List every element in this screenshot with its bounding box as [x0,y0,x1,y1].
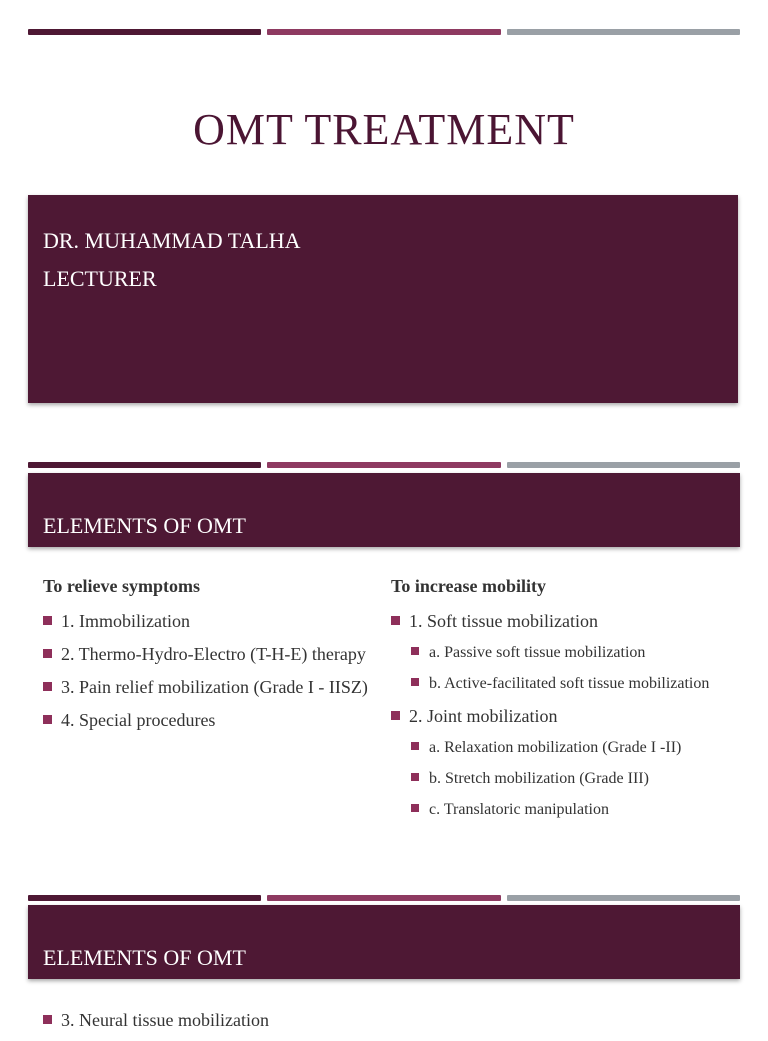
accent-bar-mid [267,462,500,468]
left-heading: To relieve symptoms [43,576,200,596]
slide2-accent-bars [28,462,740,468]
slide2-header-box [28,473,740,547]
list-item: 3. Neural tissue mobilization [43,1008,443,1033]
sub-list-item: c. Translatoric manipulation [411,799,736,821]
accent-bar-mid [267,29,500,35]
accent-bar-mid [267,895,500,901]
list-item: 4. Special procedures [43,708,373,733]
sub-list-item: b. Stretch mobilization (Grade III) [411,768,736,790]
slide3-list [43,1008,443,1041]
slide2-header: ELEMENTS OF OMT [43,513,246,538]
list-item: 2. Thermo-Hydro-Electro (T-H-E) therapy [43,642,373,667]
accent-bar-grey [507,29,740,35]
list-item: 1. Soft tissue mobilization [391,609,736,634]
author-role: LECTURER [43,266,157,291]
sub-list-item: a. Relaxation mobilization (Grade I -II) [411,737,736,759]
subtitle-box [28,195,738,403]
slide3-accent-bars [28,895,740,901]
top-accent-bars [28,29,740,35]
author-name: DR. MUHAMMAD TALHA [43,228,301,253]
accent-bar-dark [28,462,261,468]
sub-list-item: b. Active-facilitated soft tissue mobilization [411,673,736,695]
accent-bar-dark [28,895,261,901]
right-heading: To increase mobility [391,576,547,596]
accent-bar-grey [507,462,740,468]
sub-list-item: a. Passive soft tissue mobilization [411,642,736,664]
right-column [391,576,736,830]
accent-bar-dark [28,29,261,35]
slide3-header: ELEMENTS OF OMT [43,945,246,970]
slide3-header-box [28,905,740,979]
list-item: 2. Joint mobilization [391,704,736,729]
accent-bar-grey [507,895,740,901]
list-item: 3. Pain relief mobilization (Grade I - IISZ) [43,675,373,700]
left-column [43,576,373,741]
list-item: 1. Immobilization [43,609,373,634]
slide-title: OMT TREATMENT [193,105,575,154]
